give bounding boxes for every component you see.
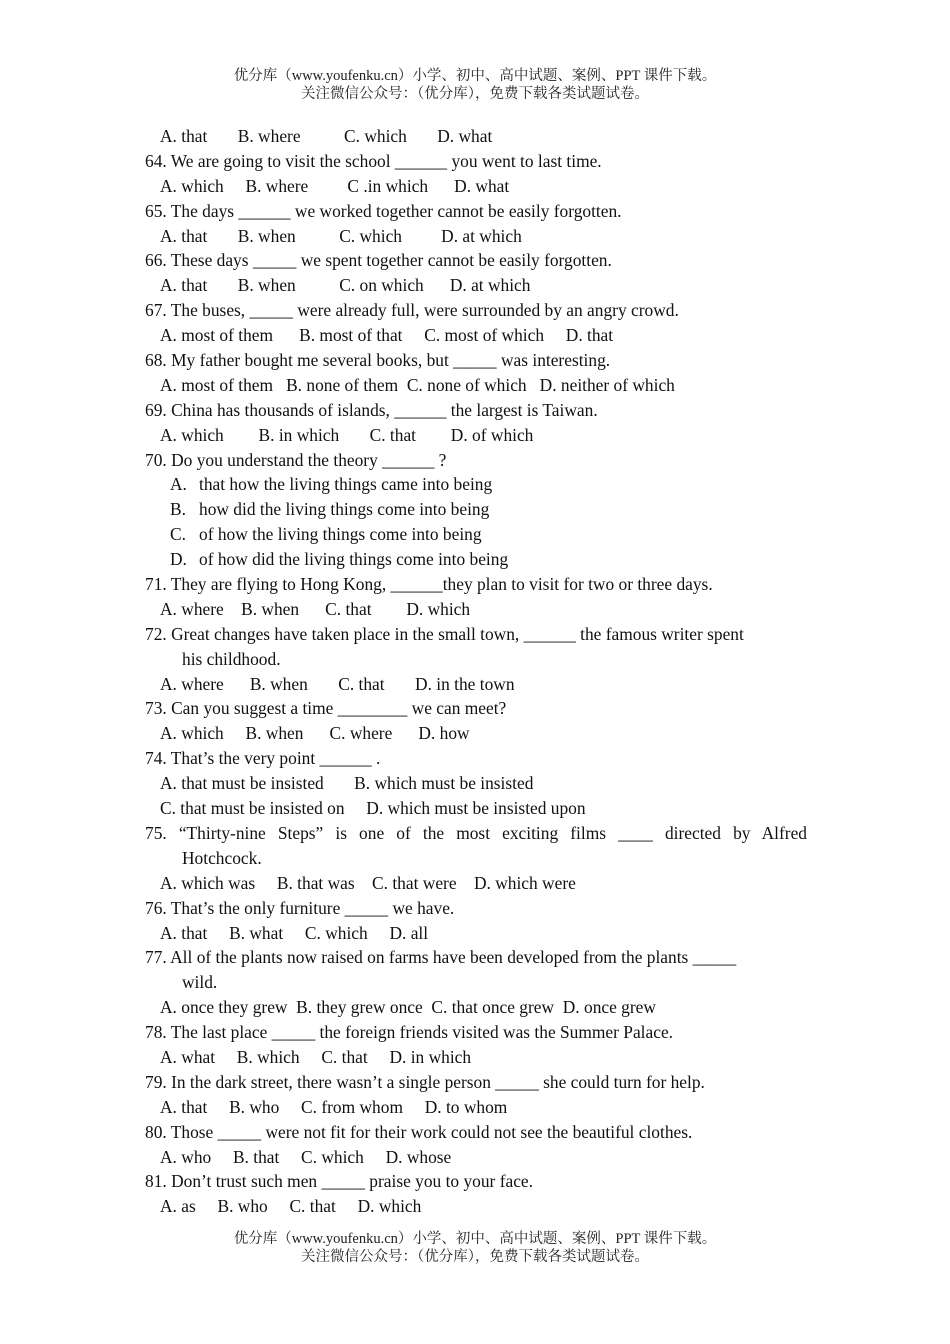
question-stem-continuation: his childhood. (182, 648, 281, 669)
answer-options: A. which B. where C .in which D. what (160, 175, 510, 196)
answer-options: A. where B. when C. that D. which (160, 598, 471, 619)
question-stem: 68. My father bought me several books, but _____ was interesting. (145, 350, 611, 371)
answer-options: A. that must be insisted B. which must be insisted (160, 773, 534, 794)
question-stem-continuation: wild. (182, 972, 218, 993)
question-stem: 74. That’s the very point ______ . (145, 748, 381, 769)
question-stem: 71. They are flying to Hong Kong, ______they plan to visit for two or three days. (145, 574, 713, 595)
header-line-1: 优分库（www.youfenku.cn）小学、初中、高中试题、案例、PPT 课件下载。 (233, 68, 717, 84)
answer-options: A. which B. when C. where D. how (160, 723, 470, 744)
answer-options: A. who B. that C. which D. whose (160, 1146, 452, 1167)
answer-options: A. that B. who C. from whom D. to whom (160, 1096, 508, 1117)
question-stem: 76. That’s the only furniture _____ we have. (145, 897, 455, 918)
page-header (0, 67, 950, 103)
answer-options: A. what B. which C. that D. in which (160, 1046, 472, 1067)
question-stem: 79. In the dark street, there wasn’t a single person _____ she could turn for help. (145, 1071, 705, 1092)
answer-options: A. that B. where C. which D. what (160, 126, 493, 146)
answer-options: A. most of them B. most of that C. most of which D. that (160, 325, 614, 346)
question-stem: 81. Don’t trust such men _____ praise you to your face. (145, 1171, 533, 1192)
question-stem: 77. All of the plants now raised on farms have been developed from the plants _____ (145, 947, 737, 968)
answer-options: A. that B. when C. on which D. at which (160, 275, 531, 296)
footer-line-1: 优分库（www.youfenku.cn）小学、初中、高中试题、案例、PPT 课件下载。 (233, 1231, 717, 1247)
answer-options: A. which B. in which C. that D. of which (160, 424, 534, 445)
answer-options: A. that B. what C. which D. all (160, 922, 429, 943)
answer-options: A. as B. who C. that D. which (160, 1196, 422, 1217)
option-text: of how the living things come into being (199, 524, 482, 545)
header-line-2: 关注微信公众号：（优分库），免费下载各类试题试卷。 (301, 86, 649, 102)
question-75 (145, 821, 807, 871)
answer-option (145, 522, 807, 547)
answer-option (145, 472, 807, 497)
question-stem: 65. The days ______ we worked together cannot be easily forgotten. (145, 200, 622, 221)
question-stem: 75. “Thirty-nine Steps” is one of the most exciting films ____ directed by Alfred (145, 822, 807, 843)
question-70 (145, 448, 807, 572)
option-text: of how did the living things come into being (199, 549, 509, 570)
answer-options: A. where B. when C. that D. in the town (160, 673, 515, 694)
question-body (145, 124, 807, 1219)
answer-options: A. most of them B. none of them C. none of which D. neither of which (160, 374, 675, 395)
footer-line-2: 关注微信公众号：（优分库），免费下载各类试题试卷。 (301, 1249, 649, 1265)
option-label: C. (170, 524, 186, 545)
question-stem: 66. These days _____ we spent together cannot be easily forgotten. (145, 250, 612, 271)
option-label: B. (170, 499, 186, 520)
option-text: how did the living things come into being (199, 499, 490, 520)
question-stem: 69. China has thousands of islands, ______ the largest is Taiwan. (145, 399, 598, 420)
answer-options: A. once they grew B. they grew once C. that once grew D. once grew (160, 997, 656, 1018)
answer-options: A. that B. when C. which D. at which (160, 225, 522, 246)
question-stem: 73. Can you suggest a time ________ we can meet? (145, 698, 507, 719)
question-stem: 64. We are going to visit the school ______ you went to last time. (145, 150, 602, 171)
answer-option (145, 547, 807, 572)
question-stem: 67. The buses, _____ were already full, were surrounded by an angry crowd. (145, 300, 679, 321)
question-stem: 80. Those _____ were not fit for their work could not see the beautiful clothes. (145, 1121, 693, 1142)
answer-options: A. which was B. that was C. that were D. which were (160, 872, 576, 893)
question-stem: 78. The last place _____ the foreign friends visited was the Summer Palace. (145, 1022, 674, 1043)
option-label: A. (170, 474, 187, 495)
option-label: D. (170, 549, 187, 570)
question-stem-continuation: Hotchcock. (182, 847, 262, 868)
option-text: that how the living things came into being (199, 474, 493, 495)
question-stem: 72. Great changes have taken place in the small town, ______ the famous writer spent (145, 623, 744, 644)
question-stem: 70. Do you understand the theory ______ ? (145, 449, 447, 470)
answer-option (145, 497, 807, 522)
page-footer (0, 1230, 950, 1266)
answer-options: C. that must be insisted on D. which must be insisted upon (160, 798, 586, 819)
